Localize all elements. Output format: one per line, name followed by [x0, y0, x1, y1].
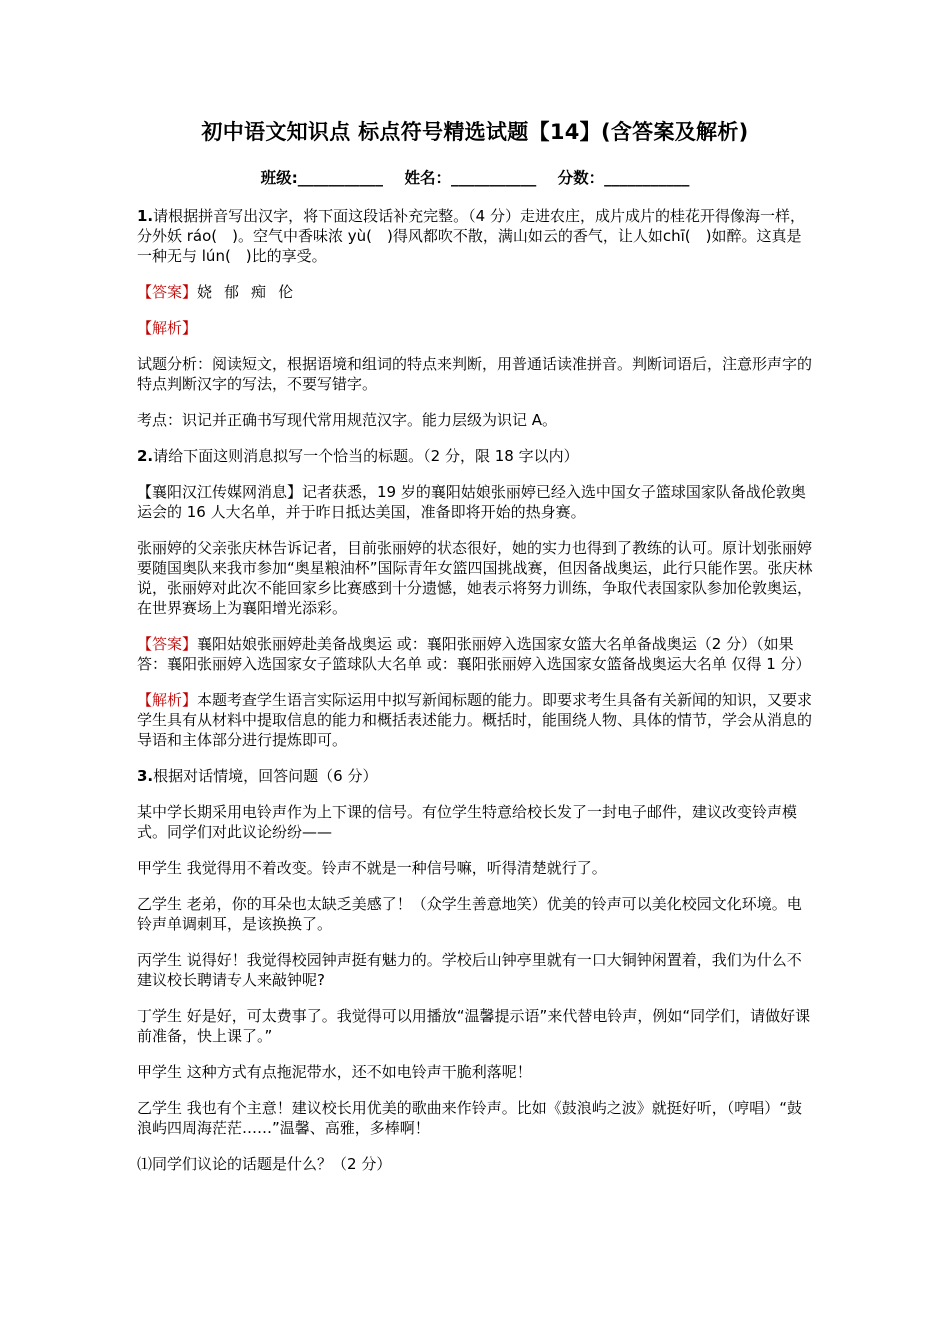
class-label: 班级:: [260, 169, 298, 187]
name-blank[interactable]: ___________: [450, 169, 537, 187]
dialogue-line: 乙学生 老弟，你的耳朵也太缺乏美感了！（众学生善意地笑）优美的铃声可以美化校园文化环境。电铃声单调刺耳，是该换换了。: [137, 895, 802, 933]
answer-label: 【答案】: [137, 635, 198, 653]
name-label: 姓名：: [404, 169, 451, 187]
score-field: [558, 166, 690, 188]
dialogue-line: 甲学生 我觉得用不着改变。铃声不就是一种信号嘛，听得清楚就行了。: [137, 859, 607, 877]
analysis-label: 【解析】: [137, 691, 198, 709]
answer-word: 郁: [224, 283, 240, 301]
question-text: 请根据拼音写出汉字，将下面这段话补充完整。（4 分）走进农庄，成片成片的桂花开得像海一样，分外妖 ráo( )。空气中香味浓 yù( )得风都吹不散，满山如云的香气，让人如chī( )如醉。这真是一种无与 lún( )比的享受。: [137, 207, 805, 265]
score-label: 分数：: [557, 169, 605, 187]
answer-word: 娆: [197, 283, 213, 301]
answer-text: 襄阳姑娘张丽婷赴美备战奥运 或：襄阳张丽婷入选国家女篮大名单备战奥运（2 分）（如果答：襄阳张丽婷入选国家女子篮球队大名单 或：襄阳张丽婷入选国家女篮备战奥运大名单 仅得 1 分）: [137, 635, 811, 673]
question-1: [137, 206, 815, 266]
name-field: [404, 166, 536, 188]
question-text: 根据对话情境，回答问题（6 分）: [153, 767, 378, 785]
question-number: 3.: [137, 767, 154, 785]
sub-question-1: ⑴同学们议论的话题是什么？（2 分）: [137, 1155, 392, 1173]
class-blank[interactable]: ___________: [297, 169, 384, 187]
dialogue-line: 丁学生 好是好，可太费事了。我觉得可以用播放“温馨提示语”来代替电铃声，例如“同学们，请做好课前准备，快上课了。”: [137, 1007, 811, 1045]
answer-1: [137, 282, 815, 302]
analysis-1: 试题分析：阅读短文，根据语境和组词的特点来判断，用普通话读准拼音。判断词语后，注意形声字的特点判断汉字的写法，不要写错字。: [137, 355, 813, 393]
answer-2: [137, 634, 815, 674]
dialogue-line: 丙学生 说得好！我觉得校园钟声挺有魅力的。学校后山钟亭里就有一口大铜钟闲置着，我们为什么不建议校长聘请专人来敲钟呢?: [137, 951, 802, 989]
dialogue-line: 乙学生 我也有个主意！建议校长用优美的歌曲来作铃声。比如《鼓浪屿之波》就挺好听，（哼唱）“鼓浪屿四周海茫茫……”温馨、高雅，多棒啊！: [137, 1099, 803, 1137]
question-2: [137, 446, 815, 466]
dialogue-line: 甲学生 这种方式有点拖泥带水，还不如电铃声干脆利落呢！: [137, 1063, 532, 1081]
question-number: 1.: [137, 207, 154, 225]
question-3: [137, 766, 815, 786]
analysis-2: [137, 690, 815, 750]
news-paragraph-1: 【襄阳汉江传媒网消息】记者获悉，19 岁的襄阳姑娘张丽婷已经入选中国女子篮球国家队备战伦敦奥运会的 16 人大名单，并于昨日抵达美国，准备即将开始的热身赛。: [137, 483, 806, 521]
question-text: 请给下面这则消息拟写一个恰当的标题。（2 分，限 18 字以内）: [153, 447, 579, 465]
analysis-label-1: 【解析】: [137, 319, 198, 337]
answer-word: 伦: [278, 283, 294, 301]
document-title: 初中语文知识点 标点符号精选试题【14】(含答案及解析): [201, 120, 749, 144]
document-body: [137, 206, 815, 1190]
score-blank[interactable]: ___________: [604, 169, 690, 187]
news-paragraph-2: 张丽婷的父亲张庆林告诉记者，目前张丽婷的状态很好，她的实力也得到了教练的认可。原计划张丽婷要随国奥队来我市参加“奥星粮油杯”国际青年女篮四国挑战赛，但因备战奥运，此行只能作罢。张庆林说，张丽婷对此次不能回家乡比赛感到十分遗憾，她表示将努力训练，争取代表国家队参加伦敦奥运，在世界赛场上为襄阳增光添彩。: [137, 539, 813, 617]
answer-label: 【答案】: [137, 283, 198, 301]
analysis-text: 本题考查学生语言实际运用中拟写新闻标题的能力。即要求考生具备有关新闻的知识，又要求学生具有从材料中提取信息的能力和概括表述能力。概括时，能围绕人物、具体的情节，学会从消息的导语和主体部分进行提炼即可。: [137, 691, 813, 749]
test-point-1: 考点：识记并正确书写现代常用规范汉字。能力层级为识记 A。: [137, 411, 558, 429]
answer-word: 痴: [251, 283, 267, 301]
student-info-line: [0, 166, 950, 188]
dialogue-intro: 某中学长期采用电铃声作为上下课的信号。有位学生特意给校长发了一封电子邮件，建议改变铃声模式。同学们对此议论纷纷——: [137, 803, 798, 841]
class-field: [261, 166, 383, 188]
question-number: 2.: [137, 447, 154, 465]
